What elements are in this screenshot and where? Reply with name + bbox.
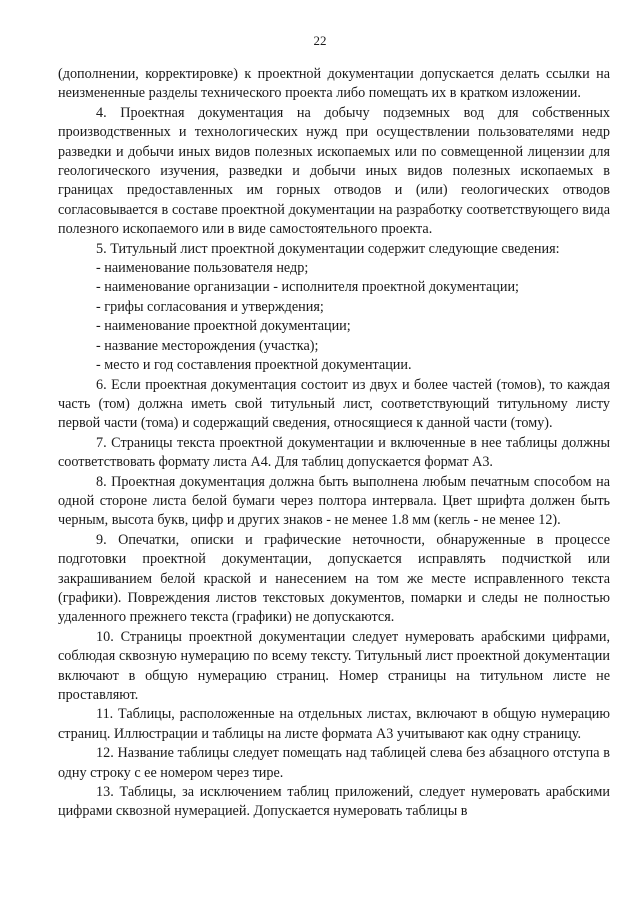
paragraph-item-13: 13. Таблицы, за исключением таблиц приложений, следует нумеровать арабскими цифрами сквозной нумерацией. Допускается нумеровать таблицы в xyxy=(58,784,610,820)
paragraph-item-10: 10. Страницы проектной документации следует нумеровать арабскими цифрами, соблюдая сквозную нумерацию по всему тексту. Титульный лист проектной документации включают в общую нумерацию страниц. Номер страницы на титульном листе не проставляют. xyxy=(58,628,610,703)
page-number: 22 xyxy=(313,33,327,48)
paragraph-item-11: 11. Таблицы, расположенные на отдельных листах, включают в общую нумерацию страниц. Иллюстрации и таблицы на листе формата А3 учитывают как одну страницу. xyxy=(58,706,610,742)
list-item: - наименование пользователя недр; xyxy=(58,259,610,278)
list-item: - наименование организации - исполнителя проектной документации; xyxy=(58,278,610,297)
list-item: - место и год составления проектной документации. xyxy=(58,356,610,375)
document-body xyxy=(58,65,610,822)
paragraph-item-6: 6. Если проектная документация состоит из двух и более частей (томов), то каждая часть (том) должна иметь свой титульный лист, соответствующий титульному листу первой части (тома) и содержащий сведения, относящиеся к данной части (тому). xyxy=(58,376,610,432)
paragraph-item-9: 9. Опечатки, описки и графические неточности, обнаруженные в процессе подготовки проектной документации, допускается исправлять подчисткой или закрашиванием белой краской и нанесением на том же месте исправленного текста (графики). Повреждения листов текстовых документов, помарки и следы не полностью удаленного прежнего текста (графики) не допускаются. xyxy=(58,531,610,626)
list-item: - наименование проектной документации; xyxy=(58,317,610,336)
list-item: - грифы согласования и утверждения; xyxy=(58,298,610,317)
title-page-items-list xyxy=(58,259,610,375)
paragraph-item-7: 7. Страницы текста проектной документации и включенные в нее таблицы должны соответствовать формату листа А4. Для таблиц допускается формат А3. xyxy=(58,434,610,471)
list-item: - название месторождения (участка); xyxy=(58,337,610,356)
paragraph-item-5: 5. Титульный лист проектной документации содержит следующие сведения: xyxy=(96,240,560,257)
paragraph-item-8: 8. Проектная документация должна быть выполнена любым печатным способом на одной стороне листа белой бумаги через полтора интервала. Цвет шрифта должен быть черным, высота букв, цифр и других знаков - не менее 1.8 мм (кегль - не менее 12). xyxy=(58,473,610,529)
paragraph-item-4: 4. Проектная документация на добычу подземных вод для собственных производственных и технологических нужд при осуществлении пользователями недр разведки и добычи иных видов полезных ископаемых или по совмещенной лицензии для геологического изучения, разведки и добычи иных видов полезных ископаемых в границах предоставленных им горных отводов и (или) геологических отводов согласовывается в составе проектной документации на разработку соответствующего вида полезного ископаемого или в виде самостоятельного проекта. xyxy=(58,104,610,238)
paragraph-continuation: (дополнении, корректировке) к проектной документации допускается делать ссылки на неизмененные разделы технического проекта либо помещать их в кратком изложении. xyxy=(58,66,610,102)
paragraph-item-12: 12. Название таблицы следует помещать над таблицей слева без абзацного отступа в одну строку с ее номером через тире. xyxy=(58,745,610,781)
